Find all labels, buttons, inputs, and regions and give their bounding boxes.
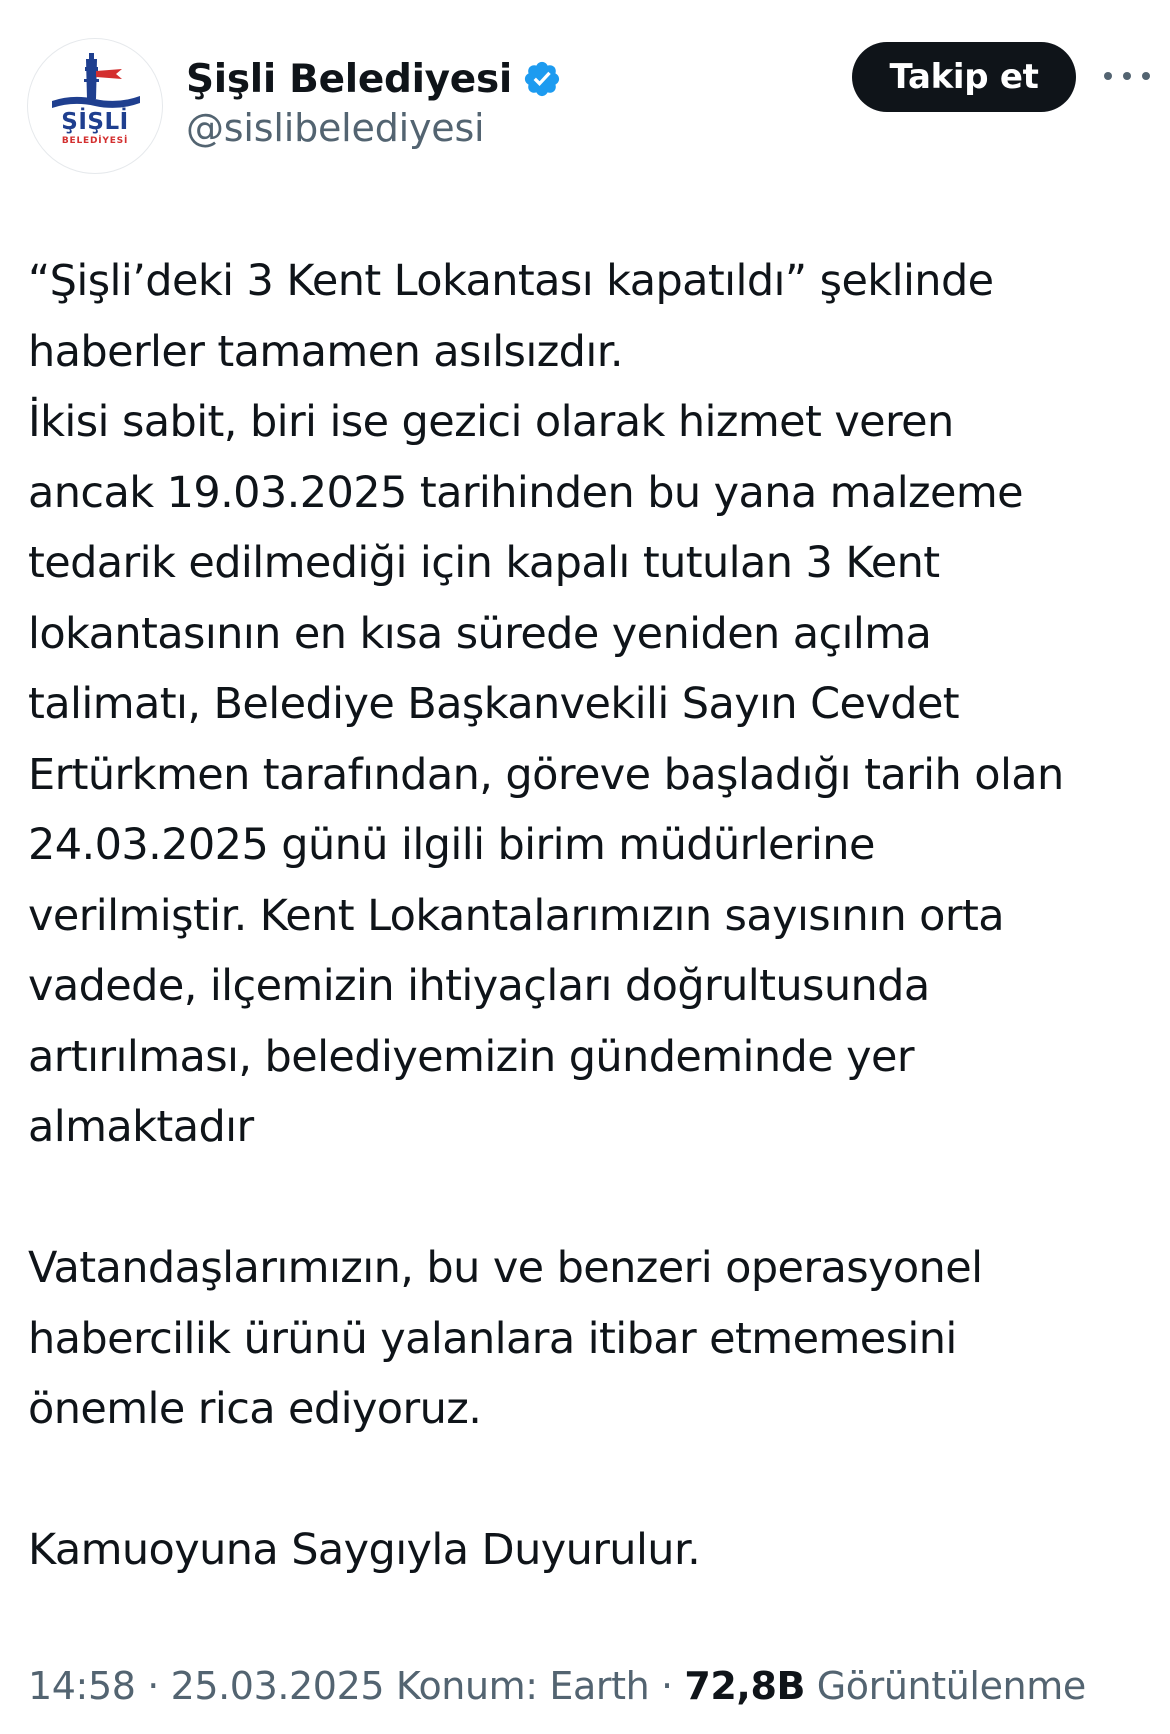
tweet-line: Ertürkmen tarafından, göreve başladığı tarih olan xyxy=(28,749,1064,800)
meta-separator: · xyxy=(649,1664,685,1708)
more-options-icon[interactable] xyxy=(1104,60,1150,92)
tweet-line: 24.03.2025 günü ilgili birim müdürlerine xyxy=(28,820,875,870)
more-dot xyxy=(1104,72,1112,80)
follow-button[interactable]: Takip et xyxy=(852,42,1076,112)
tweet-line: önemle rica ediyoruz. xyxy=(28,1384,482,1434)
tweet-meta xyxy=(28,1664,1086,1708)
tweet-line: Vatandaşlarımızın, bu ve benzeri operasyonel xyxy=(28,1243,983,1293)
tweet-line: ancak 19.03.2025 tarihinden bu yana malzeme xyxy=(28,467,1024,518)
tweet-line: tedarik edilmediği için kapalı tutulan 3 Kent xyxy=(28,538,940,588)
avatar[interactable] xyxy=(27,38,163,174)
paragraph-gap xyxy=(28,1163,1163,1234)
tweet-time[interactable]: 14:58 xyxy=(28,1664,136,1708)
more-dot xyxy=(1142,72,1150,80)
verified-badge-icon xyxy=(522,59,562,99)
tweet-line: habercilik ürünü yalanlara itibar etmemesini xyxy=(28,1313,957,1364)
user-handle[interactable]: @sislibelediyesi xyxy=(186,106,485,150)
tweet-line: İkisi sabit, biri ise gezici olarak hizmet veren xyxy=(28,397,954,447)
more-dot xyxy=(1123,72,1131,80)
avatar-logo-text: ŞİŞLİ xyxy=(61,109,129,135)
tweet-line: talimatı, Belediye Başkanvekili Sayın Cevdet xyxy=(28,679,960,729)
paragraph-gap xyxy=(28,1445,1163,1516)
tweet-line: vadede, ilçemizin ihtiyaçları doğrultusunda xyxy=(28,961,930,1011)
tweet-line: verilmiştir. Kent Lokantalarımızın sayısının orta xyxy=(28,890,1004,941)
avatar-logo-subtext: BELEDİYESİ xyxy=(61,136,129,146)
tweet-line: almaktadır xyxy=(28,1102,254,1152)
tweet-date[interactable]: 25.03.2025 xyxy=(170,1664,385,1708)
tweet-line: artırılması, belediyemizin gündeminde yer xyxy=(28,1031,914,1082)
tweet-text xyxy=(28,246,1163,1586)
views-count[interactable]: 72,8B xyxy=(684,1664,806,1708)
tweet-line: Kamuoyuna Saygıyla Duyurulur. xyxy=(28,1525,701,1575)
tweet-line: haberler tamamen asılsızdır. xyxy=(28,326,623,377)
views-label: Görüntülenme xyxy=(805,1664,1086,1708)
meta-separator: · xyxy=(135,1664,171,1708)
display-name[interactable]: Şişli Belediyesi xyxy=(186,56,512,102)
tweet-line: “Şişli’deki 3 Kent Lokantası kapatıldı” şeklinde xyxy=(28,256,994,306)
display-name-row xyxy=(186,50,562,108)
sisli-logo-icon xyxy=(28,39,162,173)
tweet-line: lokantasının en kısa sürede yeniden açılma xyxy=(28,608,932,659)
tweet-location: Konum: Earth xyxy=(395,1664,650,1708)
